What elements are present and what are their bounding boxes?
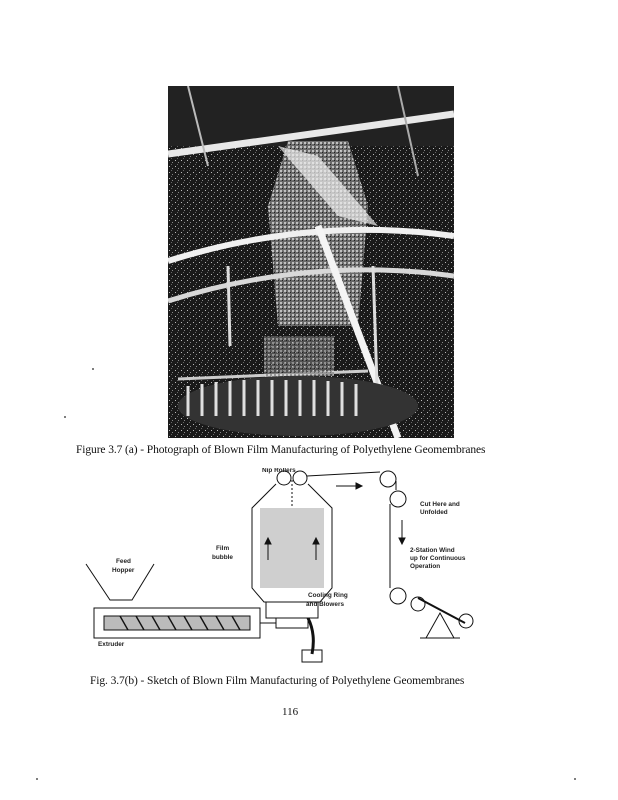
label-cut-here-2: Unfolded <box>420 509 448 516</box>
label-feed-1: Feed <box>116 558 131 565</box>
figure-a-caption: Figure 3.7 (a) - Photograph of Blown Film Manufacturing of Polyethylene Geomembranes <box>76 444 486 456</box>
scan-speck <box>64 416 66 418</box>
guide-roller-mid <box>390 491 406 507</box>
label-wind-1: 2-Station Wind <box>410 547 455 554</box>
guide-roller-top <box>380 471 396 487</box>
scan-speck <box>574 778 576 780</box>
figure-b-caption: Fig. 3.7(b) - Sketch of Blown Film Manufacturing of Polyethylene Geomembranes <box>90 675 465 687</box>
page-number: 116 <box>282 706 299 718</box>
label-cooling-1: Cooling Ring <box>308 592 348 599</box>
label-wind-2: up for Continuous <box>410 555 466 562</box>
scan-speck <box>92 368 94 370</box>
blown-film-photograph <box>168 86 454 438</box>
label-cooling-2: and Blowers <box>306 601 344 608</box>
blown-film-sketch <box>80 468 500 668</box>
label-wind-3: Operation <box>410 563 441 570</box>
label-feed-2: Hopper <box>112 567 135 574</box>
label-cut-here-1: Cut Here and <box>420 501 460 508</box>
label-nip-rollers: Nip Rollers <box>262 468 296 474</box>
label-film-2: bubble <box>212 554 233 561</box>
label-film-1: Film <box>216 545 230 552</box>
scan-speck <box>36 778 38 780</box>
die <box>276 618 308 628</box>
film-bubble <box>260 508 324 588</box>
winder-stand <box>426 613 454 638</box>
label-extruder: Extruder <box>98 641 125 648</box>
guide-roller-low <box>390 588 406 604</box>
